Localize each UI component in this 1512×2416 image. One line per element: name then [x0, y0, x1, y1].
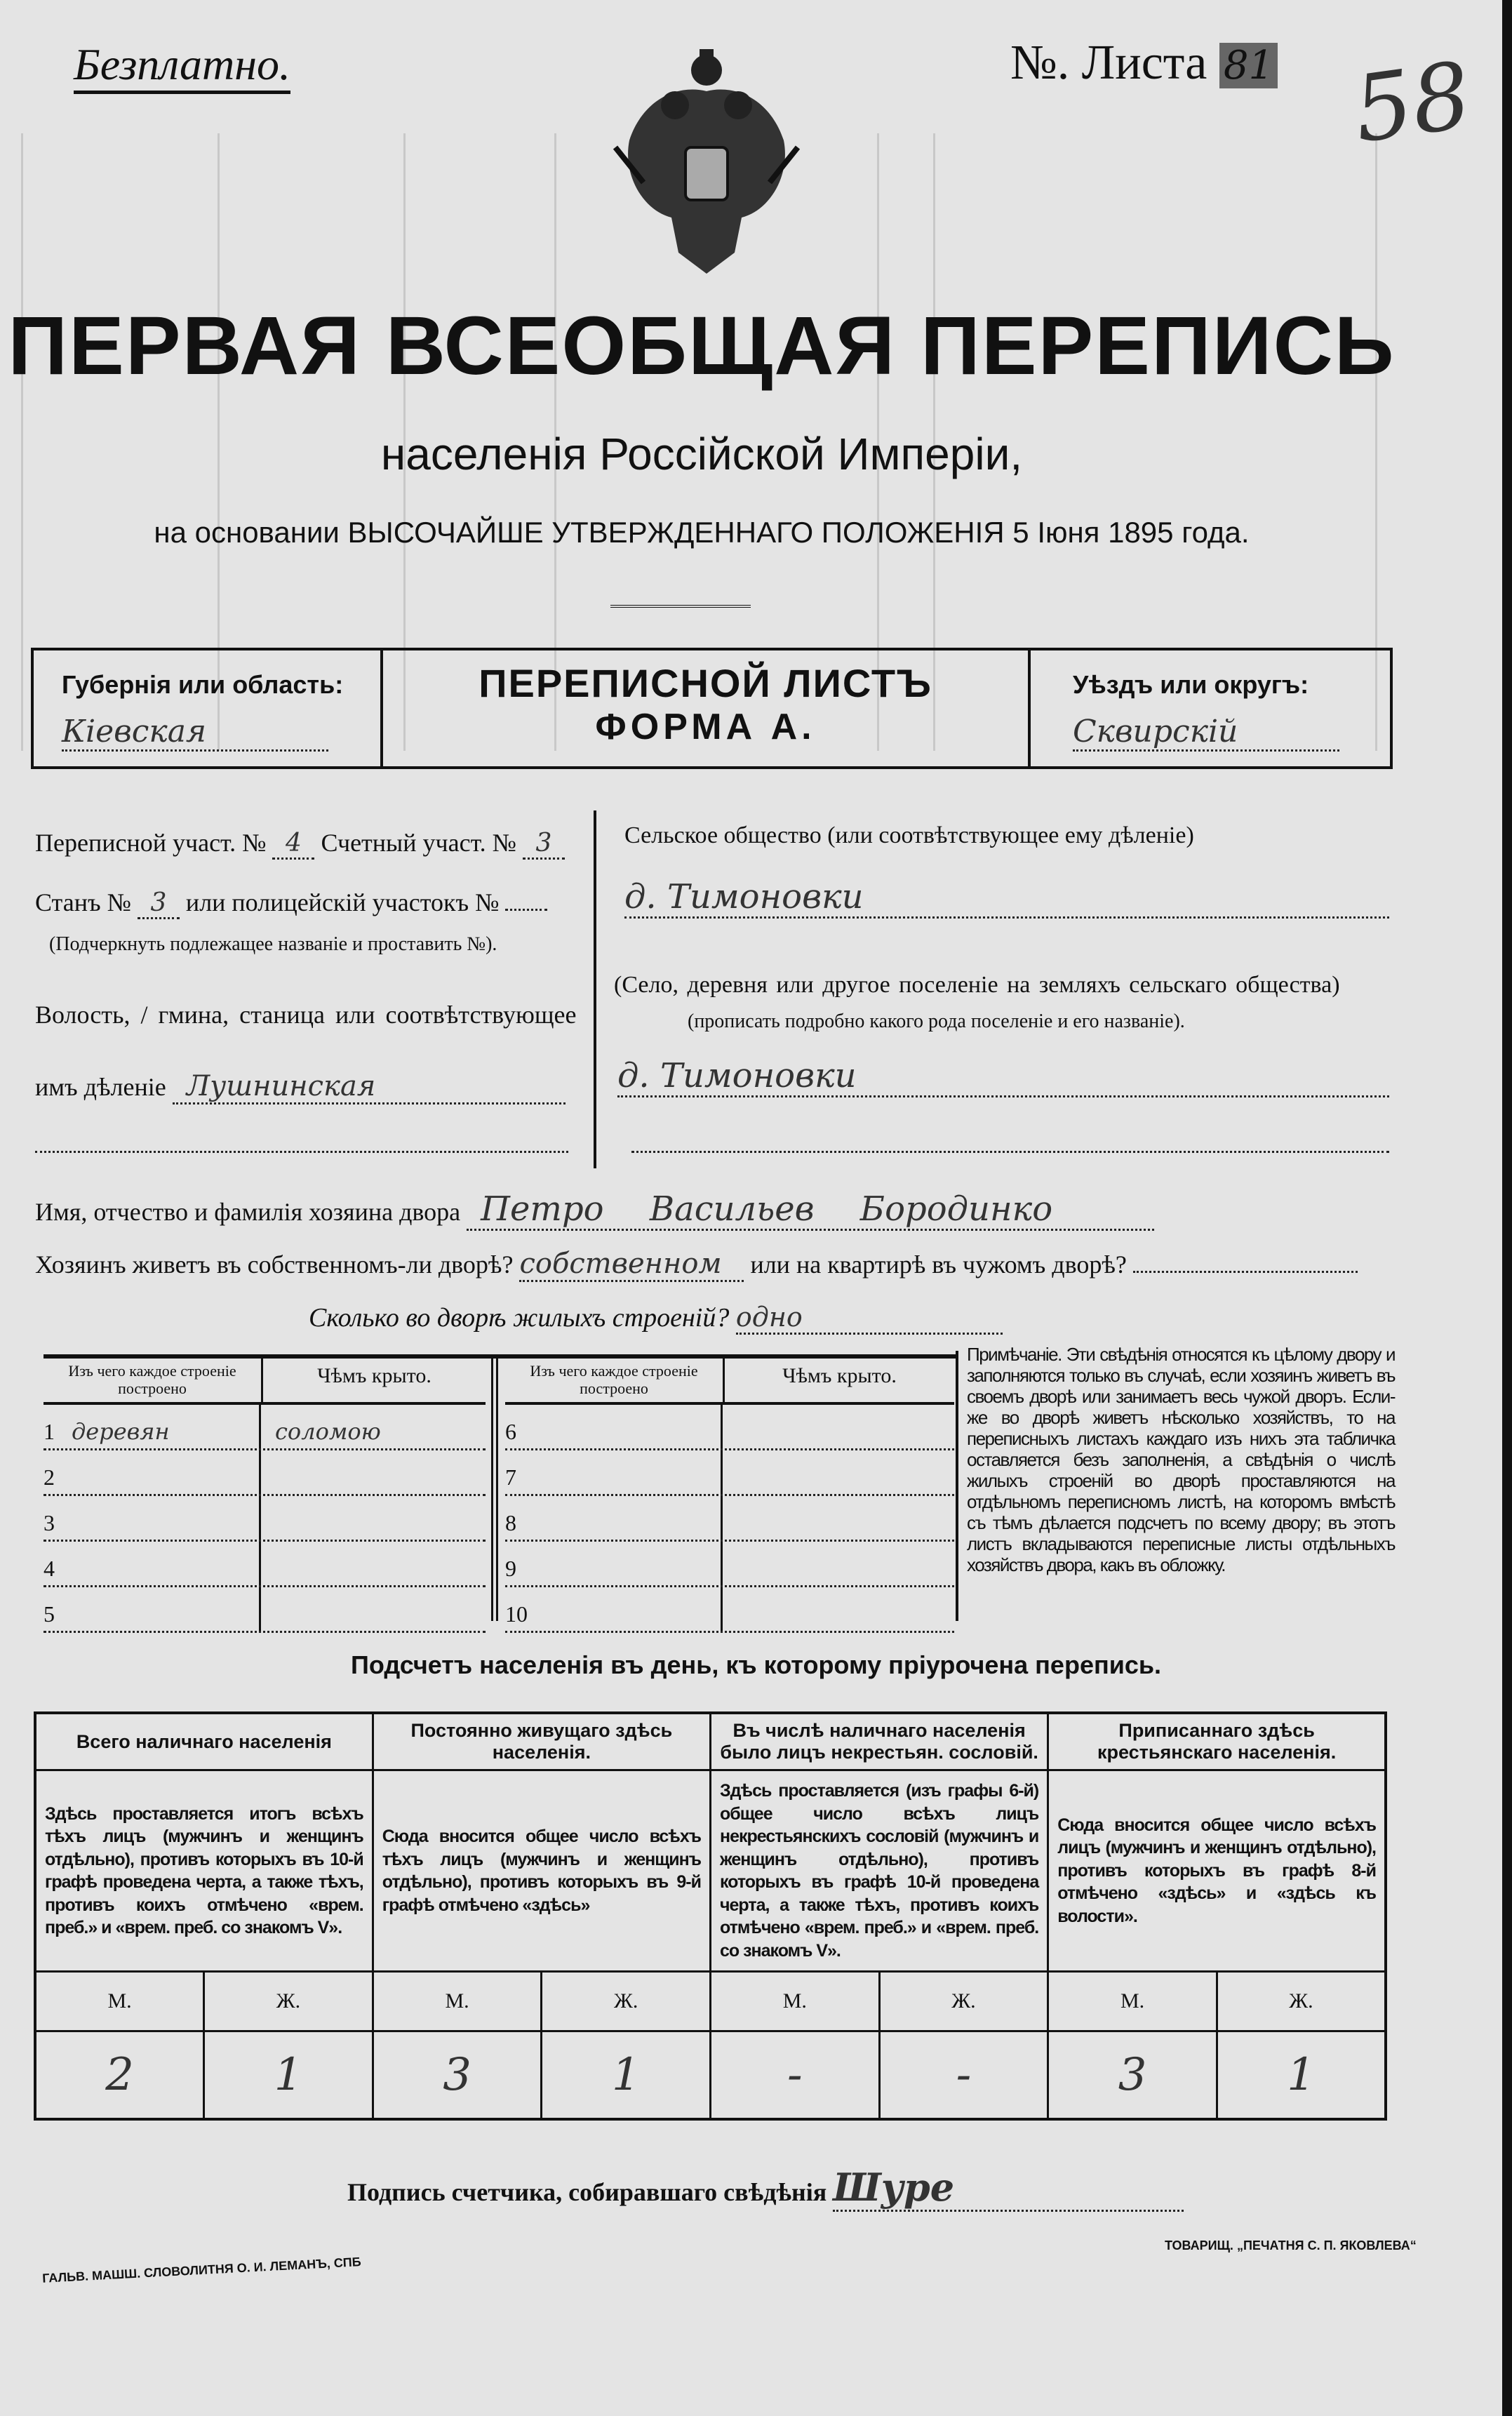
roof-value[interactable]: соломою: [275, 1418, 381, 1445]
row-number: 2: [44, 1464, 55, 1490]
row-number: 8: [505, 1510, 516, 1535]
building-row: [505, 1450, 954, 1496]
roof-value[interactable]: [261, 1537, 486, 1540]
male-header: М.: [1048, 1972, 1217, 2031]
page-edge: [1502, 0, 1512, 2416]
row-number: 4: [44, 1556, 55, 1581]
page-title: ПЕРВАЯ ВСЕОБЩАЯ ПЕРЕПИСЬ: [8, 300, 1396, 392]
sheet-number-label: №. Листа: [1010, 36, 1207, 90]
building-row: [44, 1405, 486, 1450]
police-value[interactable]: [505, 909, 547, 911]
count-district-label: Счетный участ. №: [321, 829, 516, 857]
male-header: М.: [35, 1972, 204, 2031]
population-col-header: Приписаннаго здѣсь крестьянскаго населенія.: [1048, 1713, 1386, 1770]
signature-value[interactable]: Шуре: [833, 2165, 1184, 2212]
free-label: Безплатно.: [74, 39, 290, 94]
col-material-header: Изъ чего каждое строеніе построено: [44, 1359, 263, 1402]
building-row: [505, 1587, 954, 1633]
row-number: 3: [44, 1510, 55, 1535]
rent-value[interactable]: [1133, 1271, 1358, 1273]
double-headed-eagle-emblem: [601, 42, 812, 281]
rent-label: или на квартирѣ въ чужомъ дворѣ?: [750, 1250, 1127, 1279]
building-row: [44, 1450, 486, 1496]
owner-name-label: Имя, отчество и фамилія хозяина двора: [35, 1198, 461, 1226]
stan-row: [35, 888, 547, 919]
volost-label: Волость, / гмина, станица или соотвѣтствующее: [35, 1001, 577, 1029]
sheet-number: [1010, 35, 1278, 91]
population-col-desc: Сюда вносится общее число всѣхъ тѣхъ лицъ (мужчинъ и женщинъ отдѣльно), противъ которыхъ въ 9-й графѣ отмѣчено «здѣсь»: [373, 1770, 710, 1972]
roof-value[interactable]: [723, 1537, 954, 1540]
sheet-number-value: 81: [1219, 43, 1278, 88]
census-district-row: [35, 828, 565, 860]
gubernia-value[interactable]: Кіевская: [62, 714, 328, 752]
male-header: М.: [373, 1972, 542, 2031]
sheet-title: ПЕРЕПИСНОЙ ЛИСТЪ: [479, 661, 932, 705]
male-count[interactable]: 3: [1048, 2031, 1217, 2120]
archive-number: 58: [1347, 41, 1478, 163]
volost-row: [35, 1070, 566, 1104]
building-row: [505, 1496, 954, 1542]
signature-label: Подпись счетчика, собиравшаго свѣдѣнія: [347, 2178, 827, 2206]
buildings-table-left: [44, 1359, 486, 1633]
row-number: 6: [505, 1419, 516, 1444]
stan-value[interactable]: 3: [138, 888, 180, 919]
population-col-desc: Сюда вносится общее число всѣхъ лицъ (мужчинъ и женщинъ отдѣльно), противъ которыхъ въ графѣ 8-й отмѣчено «здѣсь» и «здѣсь къ волости».: [1048, 1770, 1386, 1972]
col-roof-header: Чѣмъ крыто.: [782, 1364, 897, 1387]
gubernia-cell: [34, 650, 383, 766]
gubernia-label: Губернія или область:: [62, 670, 344, 699]
blank-line: [35, 1151, 568, 1153]
male-count[interactable]: 3: [373, 2031, 542, 2120]
female-header: Ж.: [204, 1972, 373, 2031]
remark-note: Примѣчаніе. Эти свѣдѣнія относятся къ цѣлому двору и заполняются только въ случаѣ, если хозяинъ живетъ въ своемъ дворѣ или занимаетъ весь чужой дворъ. Если-же во дворѣ живетъ нѣсколько хозяйствъ, то на переписныхъ листахъ каждаго изъ нихъ эта табличка оставляется безъ заполненія, а свѣдѣнія о числѣ жилыхъ строеній во дворѣ проставляются на отдѣльномъ переписномъ листѣ, на которомъ вмѣстѣ съ тѣмъ дѣлается подсчетъ по всему двору; въ этотъ листъ вкладываются переписные листы отдѣльныхъ хозяйствъ двора, какъ въ обложку.: [967, 1344, 1395, 1575]
buildings-count-label: Сколько во дворѣ жилыхъ строеній?: [309, 1303, 730, 1333]
population-col-header: Въ числѣ наличнаго населенія было лицъ некрестьян. сословій.: [711, 1713, 1048, 1770]
female-count[interactable]: 1: [204, 2031, 373, 2120]
building-row: [44, 1587, 486, 1633]
female-count[interactable]: 1: [1217, 2031, 1386, 2120]
census-district-label: Переписной участ. №: [35, 829, 267, 857]
police-label: или полицейскій участокъ №: [185, 888, 500, 916]
population-col-desc: Здѣсь проставляется (изъ графы 6-й) общее число всѣхъ лицъ некрестьянскихъ сословій (мужчинъ и женщинъ отдѣльно), противъ которыхъ въ графѣ 10-й проведена черта, а также тѣхъ, противъ коихъ отмѣчено «врем. преб.» и «врем. преб. со знакомъ V».: [711, 1770, 1048, 1972]
table-rule: [956, 1351, 958, 1621]
form-header-box: [31, 648, 1393, 769]
count-district-value[interactable]: 3: [523, 829, 565, 860]
uezd-cell: [1031, 650, 1390, 766]
roof-value[interactable]: [261, 1491, 486, 1494]
roof-value[interactable]: [723, 1491, 954, 1494]
material-value[interactable]: деревян: [72, 1418, 170, 1445]
building-row: [44, 1496, 486, 1542]
population-col-header: Постоянно живущаго здѣсь населенія.: [373, 1713, 710, 1770]
roof-value[interactable]: [723, 1582, 954, 1585]
roof-value[interactable]: [723, 1628, 954, 1631]
village-note: (прописать подробно какого рода поселеніе и его названіе).: [688, 1010, 1185, 1032]
legal-basis: на основании ВЫСОЧАЙШЕ УТВЕРЖДЕННАГО ПОЛОЖЕНІЯ 5 Іюня 1895 года.: [154, 516, 1250, 549]
building-row: [44, 1542, 486, 1587]
row-number: 7: [505, 1464, 516, 1490]
volost-value[interactable]: Лушнинская: [173, 1070, 566, 1104]
female-header: Ж.: [1217, 1972, 1386, 2031]
underline-note: (Подчеркнуть подлежащее названіе и проставить №).: [49, 933, 497, 955]
blank-line: [631, 1151, 1389, 1153]
sheet-title-cell: [383, 650, 1031, 766]
footer-foundry: ГАЛЬВ. МАШШ. СЛОВОЛИТНЯ О. И. ЛЕМАНЪ, СПБ: [41, 2255, 362, 2285]
table-rule: [491, 1358, 498, 1621]
uezd-value[interactable]: Сквирскій: [1073, 714, 1339, 752]
form-label: ФОРМА А.: [595, 707, 816, 747]
owner-residence-row: [35, 1248, 1358, 1282]
population-col-desc: Здѣсь проставляется итогъ всѣхъ тѣхъ лицъ (мужчинъ и женщинъ отдѣльно), противъ которыхъ въ 10-й графѣ проведена черта, а также тѣхъ, противъ коихъ отмѣчено «врем. преб.» и «врем. преб. со знакомъ V».: [35, 1770, 373, 1972]
buildings-count-row: [309, 1302, 1003, 1335]
roof-value[interactable]: [261, 1582, 486, 1585]
owner-name-value[interactable]: Петро Васильев Бородинко: [467, 1189, 1154, 1231]
male-count[interactable]: 2: [35, 2031, 204, 2120]
male-count[interactable]: -: [711, 2031, 880, 2120]
row-number: 1: [44, 1419, 55, 1444]
female-count[interactable]: -: [879, 2031, 1048, 2120]
village-value[interactable]: [617, 1056, 1389, 1097]
village-label: (Село, деревня или другое поселеніе на земляхъ сельскаго общества): [614, 972, 1340, 998]
roof-value[interactable]: [723, 1446, 954, 1448]
male-header: М.: [711, 1972, 880, 2031]
page-subtitle: населенія Россійской Имперіи,: [380, 429, 1023, 479]
buildings-count-value[interactable]: одно: [736, 1302, 1003, 1335]
row-number: 5: [44, 1601, 55, 1627]
own-yard-value[interactable]: собственном: [519, 1248, 744, 1282]
roof-value[interactable]: [261, 1628, 486, 1631]
ornament-divider: [610, 605, 751, 608]
owner-name-row: [35, 1189, 1154, 1231]
own-yard-label: Хозяинъ живетъ въ собственномъ-ли дворѣ?: [35, 1250, 514, 1279]
col-roof-header: Чѣмъ крыто.: [317, 1364, 431, 1387]
population-col-header: Всего наличнаго населенія: [35, 1713, 373, 1770]
buildings-table-right: [505, 1359, 954, 1633]
footer-printer: ТОВАРИЩ. „ПЕЧАТНЯ С. П. ЯКОВЛЕВА“: [1165, 2238, 1417, 2253]
census-district-value[interactable]: 4: [272, 829, 314, 860]
society-label: Сельское общество (или соотвѣтствующее ему дѣленіе): [624, 822, 1194, 848]
building-row: [505, 1542, 954, 1587]
society-value[interactable]: д. Тимоновки: [624, 877, 1389, 919]
stan-label: Станъ №: [35, 888, 131, 916]
row-number: 9: [505, 1556, 516, 1581]
row-number: 10: [505, 1601, 528, 1627]
population-table: [34, 1711, 1387, 2121]
volost-label-2: имъ дѣленіе: [35, 1073, 166, 1101]
uezd-label: Уѣздъ или округъ:: [1073, 670, 1309, 699]
village-value-text: д. Тимоновки: [617, 1056, 857, 1095]
population-heading: Подсчетъ населенія въ день, къ которому пріурочена перепись.: [351, 1650, 1161, 1679]
female-header: Ж.: [542, 1972, 711, 2031]
female-count[interactable]: 1: [542, 2031, 711, 2120]
column-divider: [594, 810, 596, 1168]
col-material-header: Изъ чего каждое строеніе построено: [505, 1359, 725, 1402]
building-row: [505, 1405, 954, 1450]
female-header: Ж.: [879, 1972, 1048, 2031]
signature-row: [347, 2165, 1184, 2212]
